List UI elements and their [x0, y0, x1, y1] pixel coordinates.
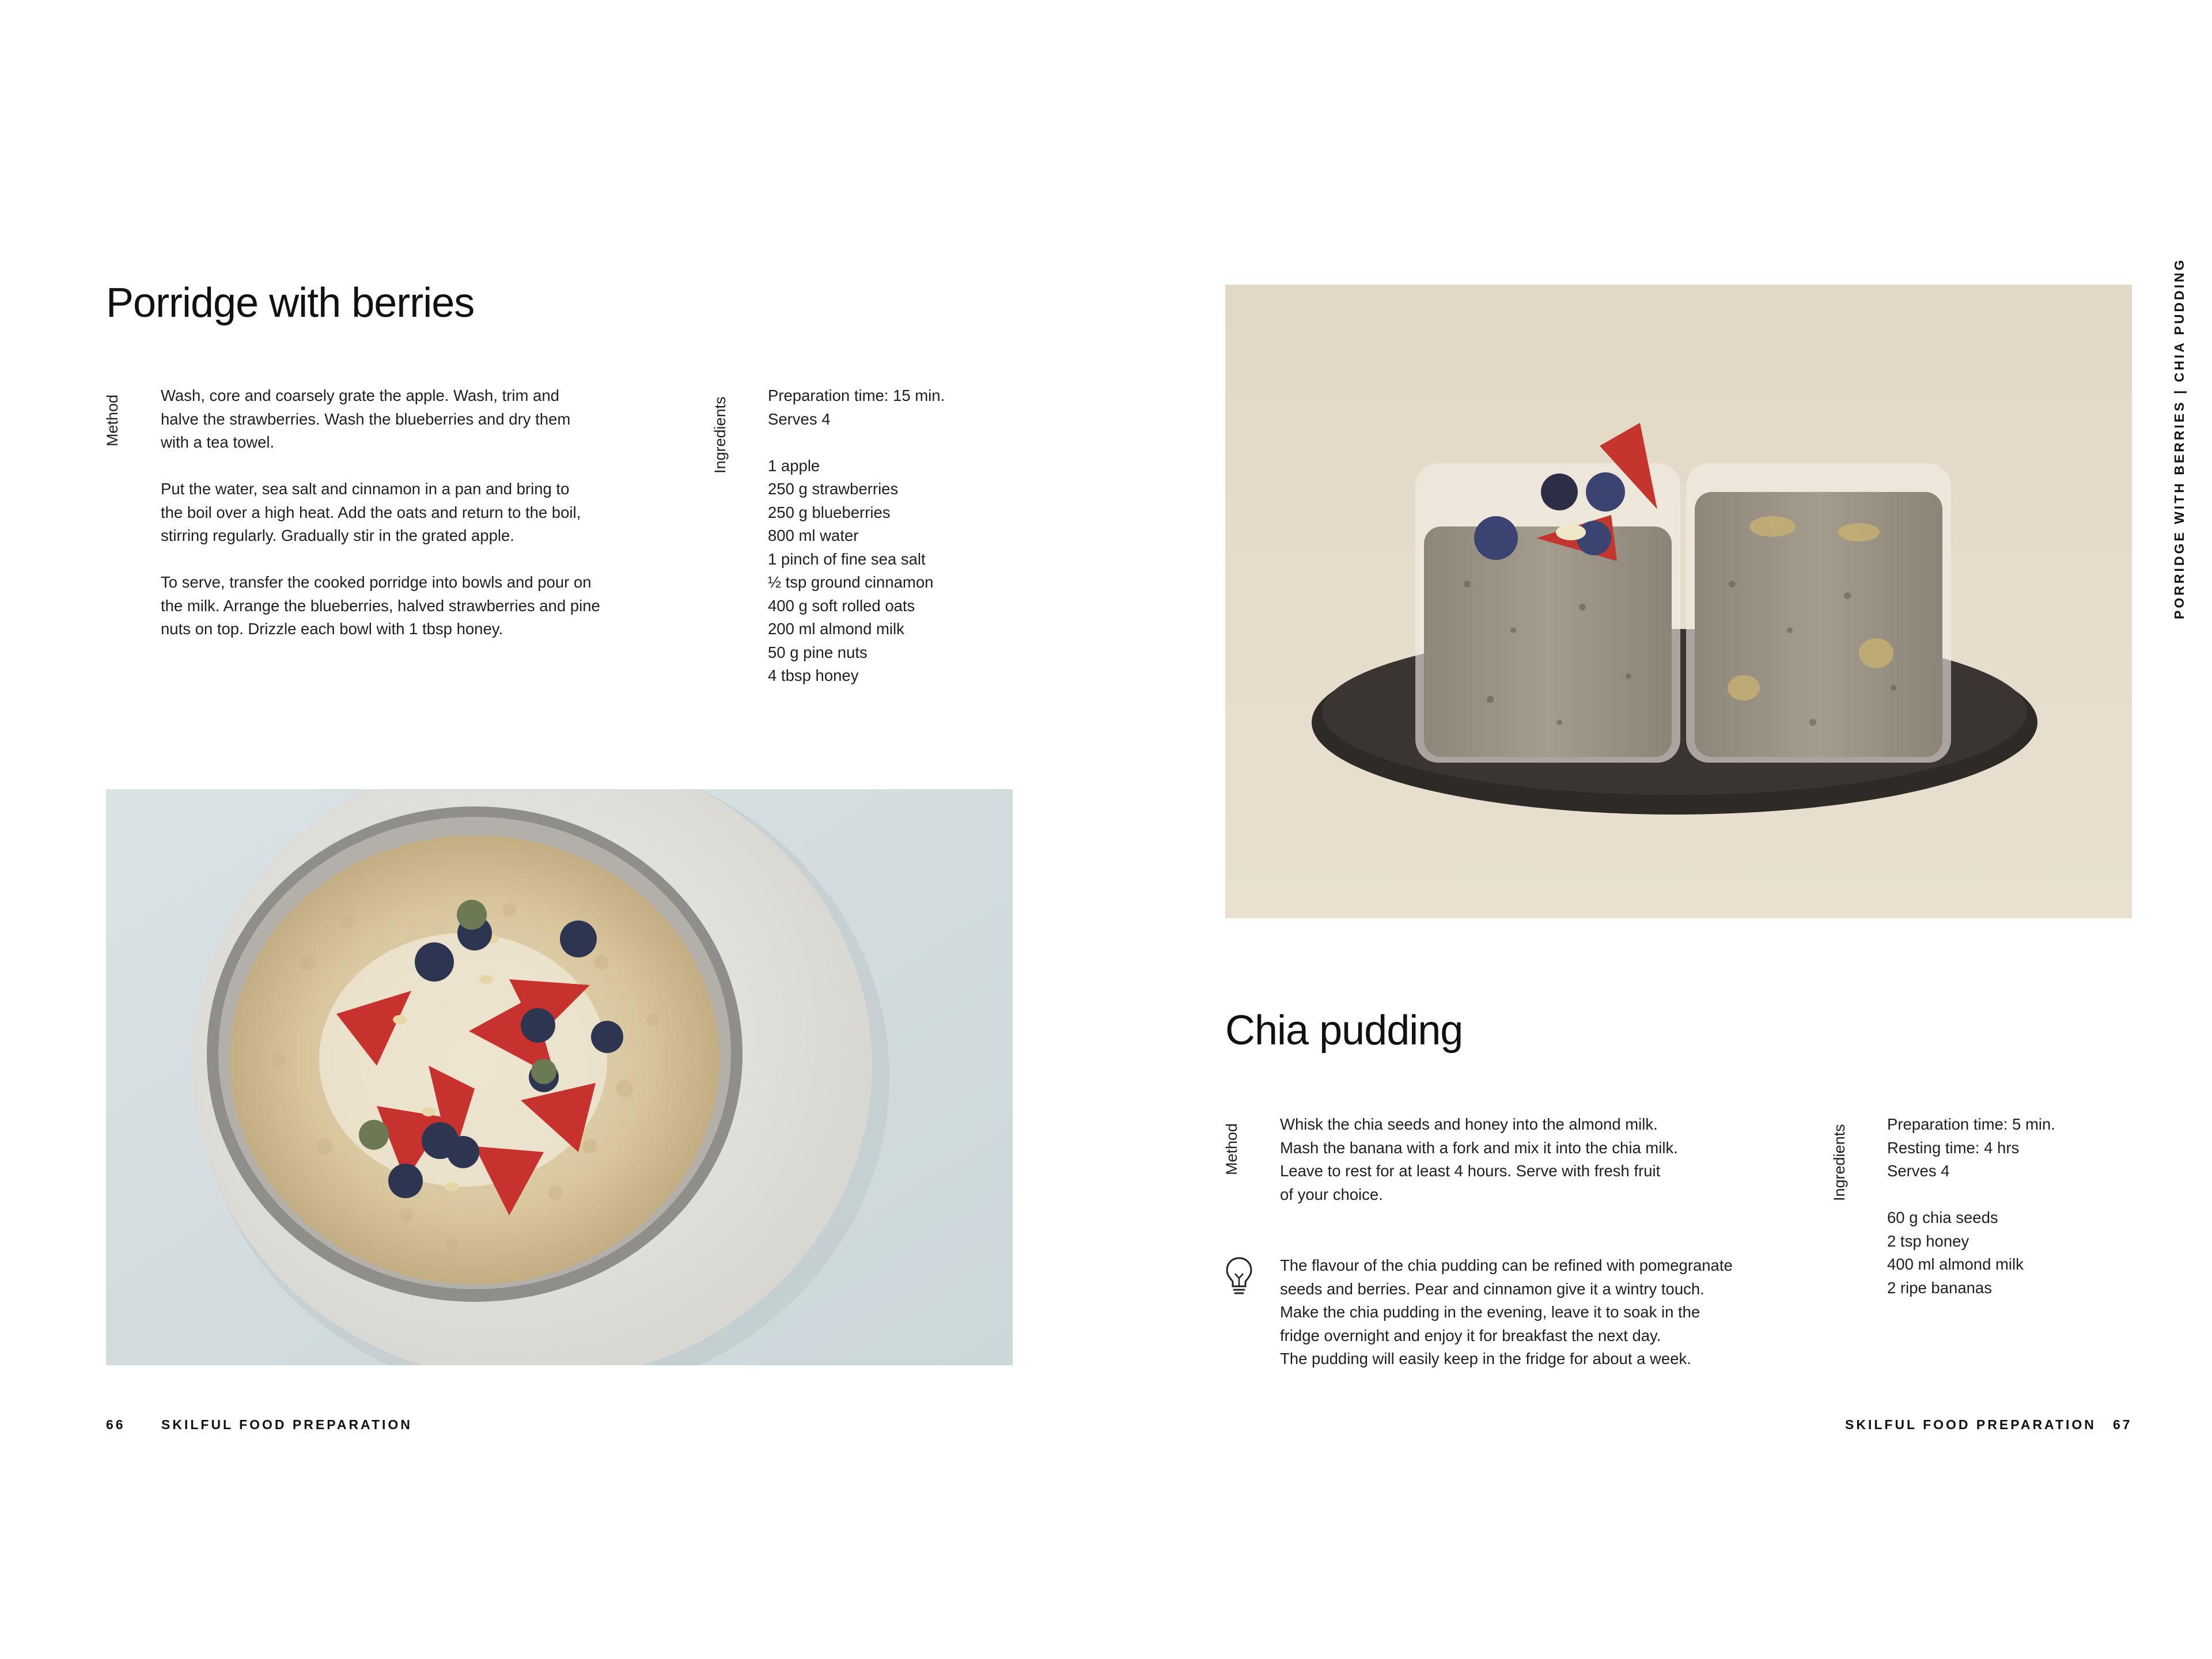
chia-ingredients-list	[1887, 1113, 2055, 1300]
chia-tip-text	[1280, 1254, 1733, 1371]
lightbulb-icon	[1225, 1256, 1253, 1298]
serves: Serves 4	[768, 410, 831, 428]
text-line: The pudding will easily keep in the fridge for about a week.	[1280, 1350, 1691, 1368]
text-line: stirring regularly. Gradually stir in the grated apple.	[161, 527, 514, 544]
text-line: Wash, core and coarsely grate the apple. Wash, trim and	[161, 387, 559, 404]
ingredient-item: 250 g blueberries	[768, 503, 891, 521]
porridge-ingredients-list	[768, 384, 945, 688]
porridge-method-label: Method	[104, 394, 121, 446]
porridge-title: Porridge with berries	[106, 280, 475, 326]
chia-title: Chia pudding	[1225, 1007, 1463, 1054]
ingredient-item: 400 g soft rolled oats	[768, 596, 915, 615]
ingredient-item: 800 ml water	[768, 527, 859, 544]
text-line: Make the chia pudding in the evening, leave it to soak in the	[1280, 1303, 1700, 1321]
resting-time: Resting time: 4 hrs	[1887, 1138, 2020, 1157]
serves: Serves 4	[1887, 1162, 1950, 1180]
porridge-method-paragraph	[161, 478, 600, 548]
ingredient-item: 200 ml almond milk	[768, 620, 904, 638]
text-line: the boil over a high heat. Add the oats and return to the boil,	[161, 503, 581, 521]
porridge-method-paragraph	[161, 384, 600, 454]
porridge-photo	[106, 789, 1013, 1365]
text-line: Whisk the chia seeds and honey into the almond milk.	[1280, 1115, 1658, 1133]
text-line: the milk. Arrange the blueberries, halved strawberries and pine	[161, 596, 600, 615]
ingredient-item: ½ tsp ground cinnamon	[768, 573, 934, 591]
porridge-ingredients-label: Ingredients	[711, 396, 729, 474]
running-head: PORRIDGE WITH BERRIES | CHIA PUDDING	[2172, 257, 2187, 619]
ingredient-item: 1 pinch of fine sea salt	[768, 550, 926, 568]
porridge-method-paragraph	[161, 571, 600, 641]
text-line: with a tea towel.	[161, 433, 275, 451]
prep-time: Preparation time: 5 min.	[1887, 1115, 2055, 1133]
ingredient-item: 60 g chia seeds	[1887, 1209, 1998, 1226]
chia-ingredients-label: Ingredients	[1831, 1124, 1848, 1201]
text-line: halve the strawberries. Wash the blueberries and dry them	[161, 410, 571, 428]
left-footer-page-number: 66	[106, 1417, 126, 1432]
ingredient-item: 400 ml almond milk	[1887, 1255, 2024, 1273]
left-footer-title: SKILFUL FOOD PREPARATION	[161, 1417, 412, 1432]
chia-method-label: Method	[1223, 1123, 1240, 1175]
ingredient-item: 4 tbsp honey	[768, 666, 859, 684]
text-line: nuts on top. Drizzle each bowl with 1 tbsp honey.	[161, 620, 503, 638]
text-line: Mash the banana with a fork and mix it into the chia milk.	[1280, 1138, 1678, 1157]
ingredient-item: 2 ripe bananas	[1887, 1278, 1992, 1297]
text-line: The flavour of the chia pudding can be refined with pomegranate	[1280, 1256, 1733, 1274]
text-line: Leave to rest for at least 4 hours. Serve with fresh fruit	[1280, 1162, 1661, 1180]
text-line: seeds and berries. Pear and cinnamon give it a wintry touch.	[1280, 1279, 1705, 1298]
right-footer-title: SKILFUL FOOD PREPARATION	[1845, 1417, 2096, 1432]
prep-time: Preparation time: 15 min.	[768, 387, 945, 404]
chia-method-text	[1280, 1113, 1678, 1206]
ingredient-item: 50 g pine nuts	[768, 643, 868, 661]
ingredient-item: 1 apple	[768, 456, 820, 475]
text-line: of your choice.	[1280, 1185, 1383, 1203]
text-line: To serve, transfer the cooked porridge into bowls and pour on	[161, 573, 592, 591]
ingredient-item: 250 g strawberries	[768, 480, 899, 498]
text-line: Put the water, sea salt and cinnamon in a pan and bring to	[161, 480, 570, 498]
text-line: fridge overnight and enjoy it for breakfast the next day.	[1280, 1326, 1661, 1344]
porridge-method-text	[161, 384, 600, 641]
right-footer-page-number: 67	[2113, 1417, 2133, 1432]
chia-photo	[1225, 285, 2132, 918]
ingredient-item: 2 tsp honey	[1887, 1232, 1969, 1250]
